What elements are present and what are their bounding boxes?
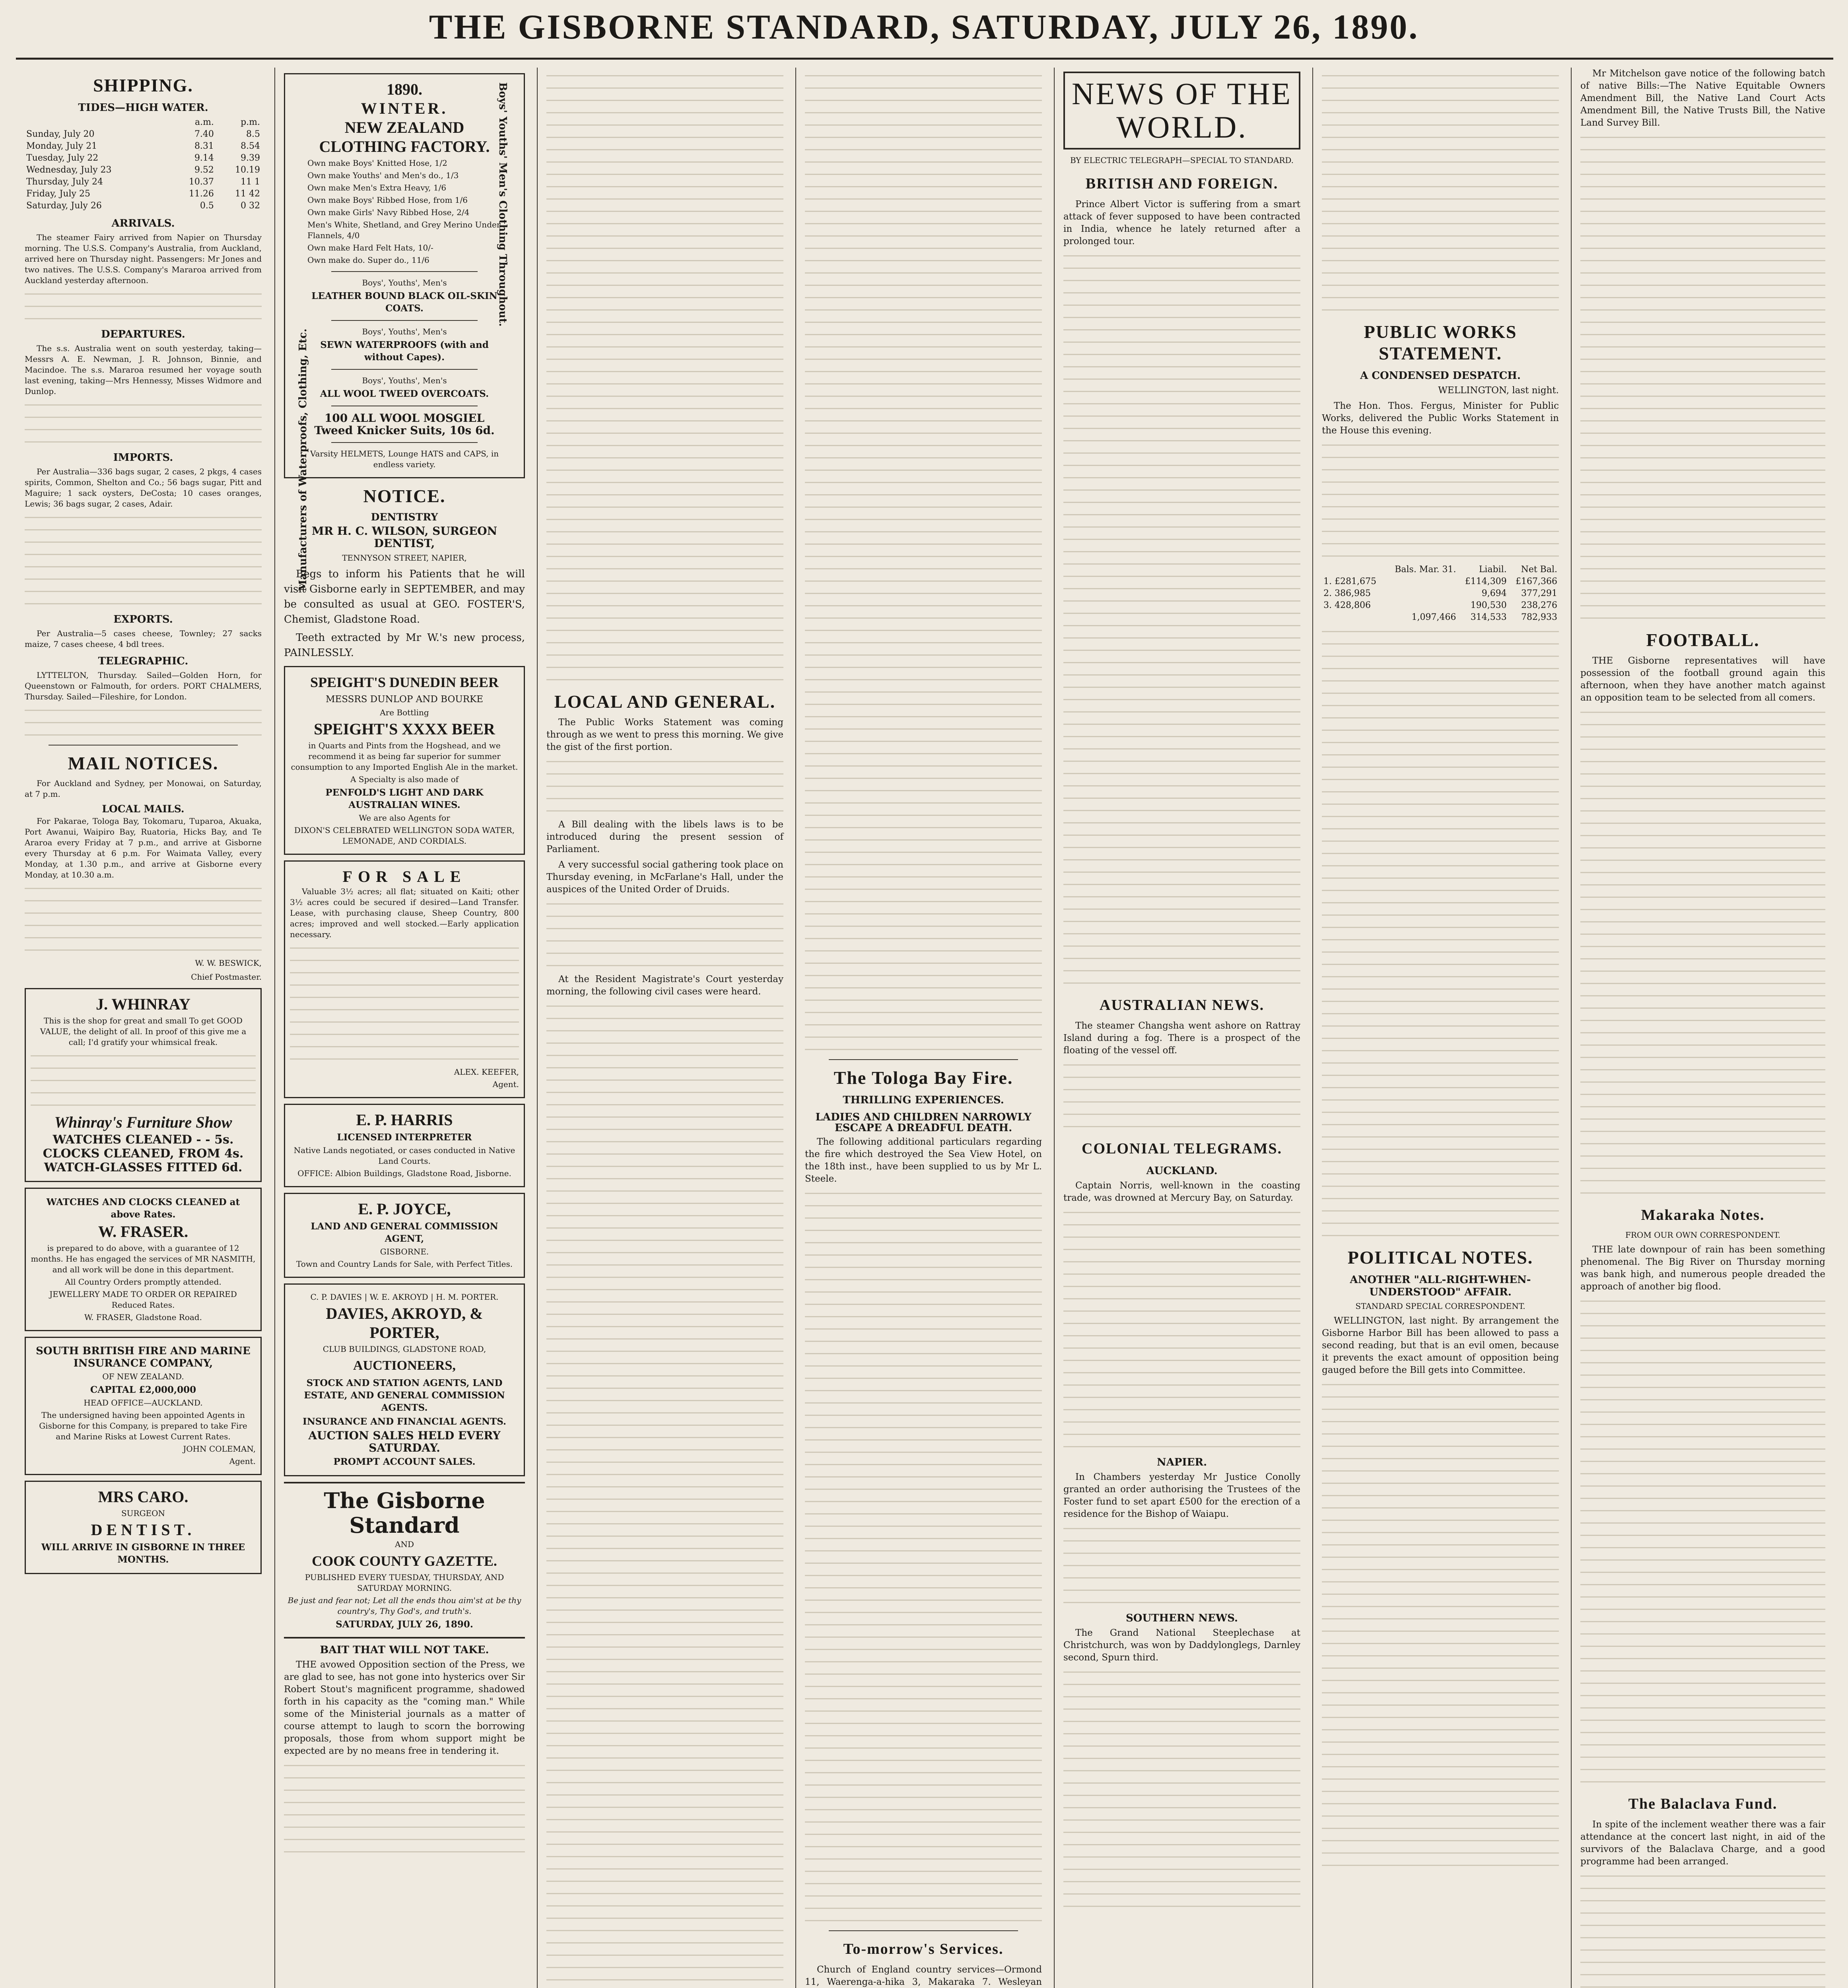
text-filler (1580, 1872, 1825, 1988)
for-sale-contact: ALEX. KEEFER, (454, 1067, 519, 1077)
foreign-heading: BRITISH AND FOREIGN. (1085, 175, 1279, 192)
speight-agents-body: DIXON'S CELEBRATED WELLINGTON SODA WATER, LEMONADE, AND CORDIALS. (294, 825, 515, 846)
speight-makers: MESSRS DUNLOP AND BOURKE (325, 694, 484, 705)
pw-a: 1,097,466 (1411, 612, 1456, 622)
public-works-dateline: WELLINGTON, last night. (1438, 385, 1559, 396)
mail-intro: For Auckland and Sydney, per Monowai, on Saturday, at 7 p.m. (25, 779, 262, 799)
napier-body: In Chambers yesterday Mr Justice Conolly granted an order authorising the Trustees of the Foster fund to set apart £500 for the erection of a residence for the Bishop of Waiapu. (1063, 1472, 1300, 1519)
exports-heading: EXPORTS. (113, 613, 173, 625)
tide-pm: 8.5 (246, 129, 260, 139)
clothing-boys-2: Boys', Youths', Men's (362, 327, 447, 336)
mail-signature: W. W. BESWICK, (195, 958, 262, 968)
makaraka-body: THE late downpour of rain has been something phenomenal. The Big River on Thursday morning was bank high, and numerous people dreaded the approach of another big flood. (1580, 1244, 1825, 1292)
tide-day: Tuesday, July 22 (26, 153, 99, 163)
public-works-sub: A CONDENSED DESPATCH. (1360, 370, 1521, 382)
tologa-heading: The Tologa Bay Fire. (834, 1068, 1013, 1088)
notice-sub: DENTISTRY (371, 511, 438, 523)
speight-product: SPEIGHT'S XXXX BEER (314, 720, 495, 738)
table-row (1322, 588, 1559, 600)
joyce-name: E. P. JOYCE, (358, 1200, 451, 1218)
pw-b: 314,533 (1470, 612, 1507, 622)
tides-header-row (25, 116, 262, 128)
column-3 (537, 68, 792, 1988)
clothing-wool: ALL WOOL TWEED OVERCOATS. (320, 388, 489, 399)
local-paragraph: The Public Works Statement was coming through as we went to press this morning. We give the gist of the first portion. (546, 717, 783, 752)
pw-b: 238,276 (1521, 600, 1557, 610)
divider (331, 320, 478, 321)
divider (331, 369, 478, 370)
australian-heading: AUSTRALIAN NEWS. (1099, 997, 1265, 1013)
text-filler (546, 1002, 783, 1988)
pw-col: Liabil. (1479, 565, 1507, 575)
political-sub: ANOTHER "ALL-RIGHT-WHEN-UNDERSTOOD" AFFAIR. (1350, 1274, 1531, 1298)
colonial-heading: COLONIAL TELEGRAMS. (1082, 1140, 1282, 1157)
columns (16, 68, 1833, 1988)
tologa-sub-2: LADIES AND CHILDREN NARROWLY ESCAPE A DREADFUL DEATH. (815, 1111, 1032, 1134)
southern-body: The Grand National Steeplechase at Christchurch, was won by Daddylonglegs, Darnley second, Spurn third. (1063, 1628, 1300, 1663)
list-item: Men's White, Shetland, and Grey Merino Under Flannels, 4/0 (307, 220, 501, 240)
whinray-verse: This is the shop for great and small To get GOOD VALUE, the delight of all. In proof of this give me a call; I'd gratify your whimsical freak. (40, 1016, 247, 1047)
text-filler (1063, 251, 1300, 987)
insurance-agent: JOHN COLEMAN, (183, 1444, 256, 1454)
speight-body: in Quarts and Pints from the Hogshead, and we recommend it as being far superior for summer consumption to any Imported English Ale in the market. (291, 741, 518, 772)
insurance-title: SOUTH BRITISH FIRE AND MARINE INSURANCE COMPANY, (36, 1345, 251, 1369)
makaraka-byline: FROM OUR OWN CORRESPONDENT. (1625, 1230, 1780, 1240)
davies-partners: C. P. DAVIES | W. E. AKROYD | H. M. PORTER. (310, 1292, 499, 1302)
insurance-capital-value: £2,000,000 (139, 1384, 196, 1395)
text-filler (1580, 708, 1825, 1197)
divider (331, 271, 478, 272)
tide-pm: 8.54 (241, 141, 260, 151)
table-row (25, 164, 262, 176)
text-filler (31, 1051, 256, 1109)
pw-a: £114,309 (1465, 577, 1507, 586)
davies-sales: AUCTION SALES HELD EVERY SATURDAY. (308, 1429, 501, 1454)
list-item: Own make Boys' Ribbed Hose, from 1/6 (307, 195, 468, 205)
text-filler (1322, 1380, 1559, 1870)
text-filler (1580, 1297, 1825, 1786)
clothing-waterproofs: SEWN WATERPROOFS (with and without Capes). (320, 340, 489, 363)
table-row (25, 188, 262, 200)
text-filler (1063, 1060, 1300, 1131)
notice-body: Begs to inform his Patients that he will visit Gisborne early in SEPTEMBER, and may be consulted as usual at GEO. FOSTER'S, Chemist, Gladstone Road. (284, 568, 525, 625)
clothing-helmets: Varsity HELMETS, Lounge HATS and CAPS, in endless variety. (310, 449, 499, 469)
text-filler (25, 706, 262, 739)
dentist-word: DENTIST. (91, 1521, 196, 1539)
napier-heading: NAPIER. (1156, 1456, 1207, 1468)
arrivals-text: The steamer Fairy arrived from Napier on Thursday morning. The U.S.S. Company's Australia, from Auckland, arrived here on Thursday night. Passengers: Mr Jones and two natives. The U.S.S. Company's Mararoa arrived from Auckland yesterday afternoon. (25, 233, 262, 285)
news-byline: BY ELECTRIC TELEGRAPH—SPECIAL TO STANDARD. (1070, 155, 1294, 165)
australian-body: The steamer Changsha went ashore on Rattray Island during a fog. There is a prospect of the floating of the vessel off. (1063, 1021, 1300, 1056)
speight-penfold: PENFOLD'S LIGHT AND DARK AUSTRALIAN WINES. (325, 787, 484, 810)
local-paragraph: A Bill dealing with the libels laws is to be introduced during the present session of Parliament. (546, 819, 783, 854)
tide-am: 0.5 (200, 201, 214, 211)
imports-text: Per Australia—336 bags sugar, 2 cases, 2 pkgs, 4 cases spirits, Common, Shelton and Co.; 56 bags sugar, Pitt and Maguire; 1 sack oysters, DeCosta; 10 cases oranges, Lewis; 36 bags sugar, 2 cases, Adair. (25, 467, 262, 509)
insurance-body: The undersigned having been appointed Agents in Gisborne for this Company, is prepared to take Fire and Marine Risks at Lowest Current Rates. (39, 1410, 247, 1441)
fraser-address: W. FRASER, Gladstone Road. (84, 1312, 202, 1322)
dentist-role: SURGEON (121, 1508, 165, 1518)
text-filler (25, 513, 262, 608)
pw-col: Net Bal. (1521, 565, 1557, 575)
tide-day: Sunday, July 20 (26, 129, 95, 139)
speight-title: SPEIGHT'S DUNEDIN BEER (310, 674, 499, 690)
clothing-boys-1: Boys', Youths', Men's (362, 278, 447, 287)
standard-subtitle: COOK COUNTY GAZETTE. (312, 1553, 497, 1569)
list-item: Own make Girls' Navy Ribbed Hose, 2/4 (307, 208, 470, 217)
whinray-name: J. WHINRAY (96, 995, 190, 1013)
standard-motto: Be just and fear not; Let all the ends thou aim'st at be thy country's, Thy God's, and truth's. (288, 1596, 521, 1616)
tide-day: Wednesday, July 23 (26, 165, 112, 175)
whinray-watches: WATCHES CLEANED - - 5s. (52, 1133, 234, 1147)
text-filler (805, 71, 1042, 1054)
text-filler (284, 1761, 525, 1856)
mail-heading: MAIL NOTICES. (68, 753, 219, 773)
telegraphic-heading: TELEGRAPHIC. (98, 655, 188, 667)
text-filler (290, 944, 519, 1063)
speight-ad (284, 666, 525, 855)
tide-am: 7.40 (194, 129, 214, 139)
davies-ad (284, 1283, 525, 1476)
tide-am: 10.37 (188, 177, 214, 187)
whinray-glasses: WATCH-GLASSES FITTED 6d. (44, 1161, 243, 1175)
for-sale-ad (284, 860, 525, 1098)
football-heading: FOOTBALL. (1646, 630, 1760, 650)
table-row (1322, 576, 1559, 588)
tologa-sub: THRILLING EXPERIENCES. (843, 1094, 1004, 1106)
text-filler (25, 289, 262, 323)
list-item: Own make Boys' Knitted Hose, 1/2 (307, 158, 447, 168)
text-filler (546, 899, 783, 970)
departures-text: The s.s. Australia went on south yesterday, taking—Messrs A. E. Newman, J. R. Johnson, Binnie, and Macindoe. The s.s. Mararoa resumed her voyage south last evening, taking—Mrs Hennessy, Misses Widmore and Dunlop. (25, 344, 262, 396)
text-filler (805, 1189, 1042, 1925)
tide-pm: 0 32 (241, 201, 260, 211)
text-filler (1322, 627, 1559, 1240)
clothing-side-left: Manufacturers of Waterproofs, Clothing, Etc. (297, 328, 309, 591)
column-4 (795, 68, 1051, 1988)
imports-heading: IMPORTS. (113, 452, 173, 464)
divider (829, 1930, 1018, 1931)
column-2 (274, 68, 534, 1988)
table-header (1322, 564, 1559, 576)
table-row (25, 140, 262, 152)
mail-body: For Pakarae, Tologa Bay, Tokomaru, Tuparoa, Akuaka, Port Awanui, Waipiro Bay, Ruatoria, Hicks Bay, and Te Araroa every Friday at 7 p.m., and arrive at Gisborne every Thursday at 6 p.m. For Waimata Valley, every Monday, at 1.30 p.m., and arrive at Gisborne every Monday, at 10.30 a.m. (25, 816, 262, 879)
tide-day: Thursday, July 24 (26, 177, 103, 187)
list-item: Own make do. Super do., 11/6 (307, 255, 429, 265)
for-sale-role: Agent. (492, 1079, 519, 1089)
text-filler (25, 884, 262, 954)
fraser-name: W. FRASER. (98, 1223, 188, 1241)
table-row (25, 152, 262, 164)
text-filler (25, 400, 262, 446)
table-row (1322, 600, 1559, 612)
davies-firm: DAVIES, AKROYD, & PORTER, (326, 1305, 483, 1342)
masthead: THE GISBORNE STANDARD, SATURDAY, JULY 26, 1890. (429, 8, 1419, 47)
column-7 (1571, 68, 1834, 1988)
davies-role: AUCTIONEERS, (353, 1358, 456, 1373)
departures-heading: DEPARTURES. (101, 328, 185, 340)
tide-pm: 9.39 (241, 153, 260, 163)
list-item: Own make Hard Felt Hats, 10/- (307, 243, 433, 252)
auckland-heading: AUCKLAND. (1146, 1165, 1218, 1177)
foreign-body: Prince Albert Victor is suffering from a smart attack of fever supposed to have been contracted in India, whence he lately returned after a prolonged tour. (1063, 199, 1300, 247)
davies-prompt: PROMPT ACCOUNT SALES. (333, 1456, 476, 1467)
southern-heading: SOUTHERN NEWS. (1126, 1612, 1238, 1624)
dentist-body: WILL ARRIVE IN GISBORNE IN THREE MONTHS. (41, 1542, 245, 1565)
dentist-ad (25, 1481, 262, 1574)
text-filler (1063, 1208, 1300, 1451)
text-filler (1322, 71, 1559, 314)
column-6 (1312, 68, 1568, 1988)
divider (331, 442, 478, 443)
right-intro: Mr Mitchelson gave notice of the following batch of native Bills:—The Native Equitable Owners Amendment Bill, the Native Land Court Acts Amendment Bill, the Native Trusts Bill, the Native Land Survey Bill. (1580, 68, 1825, 128)
balaclava-body: In spite of the inclement weather there was a fair attendance at the concert last night, in aid of the survivors of the Balaclava Charge, and a good programme had been arranged. (1580, 1819, 1825, 1867)
harris-name: E. P. HARRIS (356, 1111, 453, 1129)
tide-pm: 11 42 (235, 189, 260, 199)
public-works-body: The Hon. Thos. Fergus, Minister for Public Works, delivered the Public Works Statement in the House this evening. (1322, 401, 1559, 436)
tide-am: 11.26 (188, 189, 214, 199)
local-paragraph: At the Resident Magistrate's Court yesterday morning, the following civil cases were heard. (546, 974, 783, 997)
mail-signature-role: Chief Postmaster. (191, 972, 262, 982)
political-heading: POLITICAL NOTES. (1347, 1247, 1533, 1268)
arrivals-heading: ARRIVALS. (111, 217, 175, 229)
for-sale-body: Valuable 3½ acres; all flat; situated on Kaiti; other 3½ acres could be secured if desired—Land Transfer. Lease, with purchasing clause, Sheep Country, 800 acres; improved and well stocked.—Early application necessary. (290, 887, 519, 939)
insurance-capital-label: CAPITAL (90, 1384, 136, 1395)
harris-office: OFFICE: Albion Buildings, Gladstone Road, Jisborne. (297, 1169, 511, 1178)
telegraphic-text: LYTTELTON, Thursday. Sailed—Golden Horn, for Queenstown or Falmouth, for orders. PORT CHALMERS, Thursday. Sailed—Fileshire, for London. (25, 670, 262, 701)
pw-label: 3. 428,806 (1323, 600, 1371, 610)
public-works-table (1322, 564, 1559, 623)
notice-name: MR H. C. WILSON, SURGEON DENTIST, (311, 524, 497, 550)
tide-am: 8.31 (194, 141, 214, 151)
table-row (25, 200, 262, 212)
whinray-shop-title: Whinray's Furniture Show (54, 1113, 232, 1131)
pw-b: £167,366 (1516, 577, 1557, 586)
standard-date: SATURDAY, JULY 26, 1890. (336, 1619, 473, 1630)
tides-table (25, 116, 262, 212)
joyce-role: LAND AND GENERAL COMMISSION AGENT, (311, 1221, 498, 1244)
balaclava-heading: The Balaclava Fund. (1628, 1796, 1778, 1812)
clothing-list (307, 158, 501, 266)
mail-local-heading: LOCAL MAILS. (102, 803, 185, 815)
standard-title: The Gisborne Standard (324, 1488, 485, 1538)
shipping-heading: SHIPPING. (93, 75, 193, 95)
public-works-heading: PUBLIC WORKS STATEMENT. (1364, 322, 1517, 363)
clothing-leather: LEATHER BOUND BLACK OIL-SKIN COATS. (311, 291, 497, 314)
joyce-ad (284, 1193, 525, 1278)
speight-bottling: Are Bottling (380, 708, 429, 717)
text-filler (1063, 1668, 1300, 1910)
pw-a: 190,530 (1470, 600, 1507, 610)
services-heading: To-morrow's Services. (843, 1941, 1004, 1957)
pw-b: 377,291 (1521, 588, 1557, 598)
tide-day: Monday, July 21 (26, 141, 97, 151)
exports-text: Per Australia—5 cases cheese, Townley; 27 sacks maize, 7 cases cheese, 4 bdl trees. (25, 629, 262, 649)
insurance-office: HEAD OFFICE—AUCKLAND. (84, 1398, 203, 1408)
masthead-rule (16, 58, 1833, 60)
davies-insurance: INSURANCE AND FINANCIAL AGENTS. (302, 1416, 507, 1427)
pw-c: 782,933 (1521, 612, 1557, 622)
local-heading: LOCAL AND GENERAL. (554, 691, 776, 712)
pw-a: 9,694 (1481, 588, 1507, 598)
services-body: Church of England country services—Ormond 11, Waerenga-a-hika 3, Makaraka 7. Wesleyan (805, 1965, 1042, 1987)
political-body: WELLINGTON, last night. By arrangement the Gisborne Harbor Bill has been allowed to pass a second reading, but that is an evil omen, because it prevents the exact amount of opposition being gauged before the Bill gets into Committee. (1322, 1316, 1559, 1375)
dentist-name: MRS CARO. (98, 1488, 188, 1506)
clothing-boys-3: Boys', Youths', Men's (362, 376, 447, 385)
fraser-orders: All Country Orders promptly attended. (65, 1277, 222, 1287)
table-row (25, 128, 262, 140)
column-1 (16, 68, 270, 1988)
text-filler (546, 71, 783, 684)
fraser-notice: WATCHES AND CLOCKS CLEANED at above Rates. (46, 1197, 240, 1220)
joyce-place: GISBORNE. (380, 1247, 429, 1256)
speight-agents: We are also Agents for (359, 813, 450, 823)
fraser-jewellery: JEWELLERY MADE TO ORDER OR REPAIRED Reduced Rates. (49, 1289, 237, 1310)
tide-am: 9.52 (194, 165, 214, 175)
harris-ad (284, 1104, 525, 1187)
for-sale-heading: FOR SALE (342, 868, 466, 885)
whinray-ad (25, 988, 262, 1182)
tide-pm: 11 1 (241, 177, 260, 187)
column-5 (1054, 68, 1309, 1988)
standard-and: AND (395, 1540, 414, 1549)
pw-label: 2. 386,985 (1323, 588, 1371, 598)
clothing-year: 1890. (387, 80, 422, 98)
clothing-mosgiel: 100 ALL WOOL MOSGIEL Tweed Knicker Suits, 10s 6d. (314, 412, 495, 437)
text-filler (546, 757, 783, 815)
tides-heading: TIDES—HIGH WATER. (78, 102, 208, 114)
political-byline: STANDARD SPECIAL CORRESPONDENT. (1355, 1301, 1525, 1311)
table-row (1322, 612, 1559, 623)
notice-address: TENNYSON STREET, NAPIER, (342, 553, 467, 563)
tologa-body: The following additional particulars regarding the fire which destroyed the Sea View Hotel, on the 18th inst., have been supplied to us by Mr L. Steele. (805, 1137, 1042, 1184)
table-row (25, 176, 262, 188)
pw-label: 1. £281,675 (1323, 577, 1376, 586)
text-filler (1063, 1524, 1300, 1607)
divider (49, 745, 238, 746)
news-heading: NEWS OF THE WORLD. (1063, 72, 1300, 149)
football-body: THE Gisborne representatives will have possession of the football ground again this afternoon, when they have another match against an opposition team to be selected from all comers. (1580, 656, 1825, 703)
standard-published: PUBLISHED EVERY TUESDAY, THURSDAY, AND SATURDAY MORNING. (305, 1573, 504, 1593)
clothing-side-right: Boys' Youths' Men's Clothing Throughout. (497, 82, 509, 327)
tide-day: Saturday, July 26 (26, 201, 102, 211)
tides-col-am: a.m. (194, 117, 214, 127)
davies-address: CLUB BUILDINGS, GLADSTONE ROAD, (323, 1344, 486, 1354)
clothing-title: NEW ZEALAND CLOTHING FACTORY. (319, 118, 490, 155)
tide-day: Friday, July 25 (26, 189, 90, 199)
list-item: Own make Youths' and Men's do., 1/3 (307, 171, 459, 180)
auckland-body: Captain Norris, well-known in the coasting trade, was drowned at Mercury Bay, on Saturday. (1063, 1180, 1300, 1203)
notice-extra: Teeth extracted by Mr W.'s new process, PAINLESSLY. (284, 632, 525, 659)
editorial-text: THE avowed Opposition section of the Press, we are glad to see, has not gone into hysterics over Sir Robert Stout's magnificent programme, shadowed forth in his capacity as the "coming man." While some of the Ministerial journals as a matter of course attempt to laugh to scorn the borrowing proposals, those from whom support might be expected are by no means free in tendering it. (284, 1660, 525, 1756)
joyce-body: Town and Country Lands for Sale, with Perfect Titles. (296, 1259, 513, 1269)
fraser-ad (25, 1188, 262, 1331)
pw-col: Bals. Mar. 31. (1395, 565, 1456, 575)
notice-heading: NOTICE. (363, 486, 446, 506)
local-paragraph: A very successful social gathering took place on Thursday evening, in McFarlane's Hall, under the auspices of the United Order of Druids. (546, 860, 783, 895)
list-item: Own make Men's Extra Heavy, 1/6 (307, 183, 447, 192)
tides-col-pm: p.m. (241, 117, 260, 127)
insurance-subtitle: OF NEW ZEALAND. (102, 1372, 184, 1381)
tide-pm: 10.19 (235, 165, 260, 175)
text-filler (1322, 441, 1559, 560)
divider (829, 1059, 1018, 1060)
clothing-season: WINTER. (361, 99, 448, 117)
insurance-agent-role: Agent. (229, 1456, 256, 1466)
speight-specialty: A Specialty is also made of (350, 775, 459, 784)
editorial-heading: BAIT THAT WILL NOT TAKE. (320, 1644, 489, 1656)
harris-role: LICENSED INTERPRETER (337, 1132, 472, 1143)
fraser-body: is prepared to do above, with a guarantee of 12 months. He has engaged the services of MR NASMITH, and all work will be done in this department. (31, 1243, 256, 1274)
pw-label (1322, 612, 1385, 623)
whinray-clocks: CLOCKS CLEANED, FROM 4s. (43, 1147, 244, 1161)
davies-agents: STOCK AND STATION AGENTS, LAND ESTATE, AND GENERAL COMMISSION AGENTS. (304, 1378, 505, 1413)
harris-body: Native Lands negotiated, or cases conducted in Native Land Courts. (293, 1145, 515, 1166)
makaraka-heading: Makaraka Notes. (1641, 1207, 1765, 1223)
insurance-capital (31, 1384, 256, 1396)
insurance-ad (25, 1337, 262, 1475)
text-filler (1580, 133, 1825, 622)
tide-am: 9.14 (194, 153, 214, 163)
standard-banner (284, 1482, 525, 1639)
